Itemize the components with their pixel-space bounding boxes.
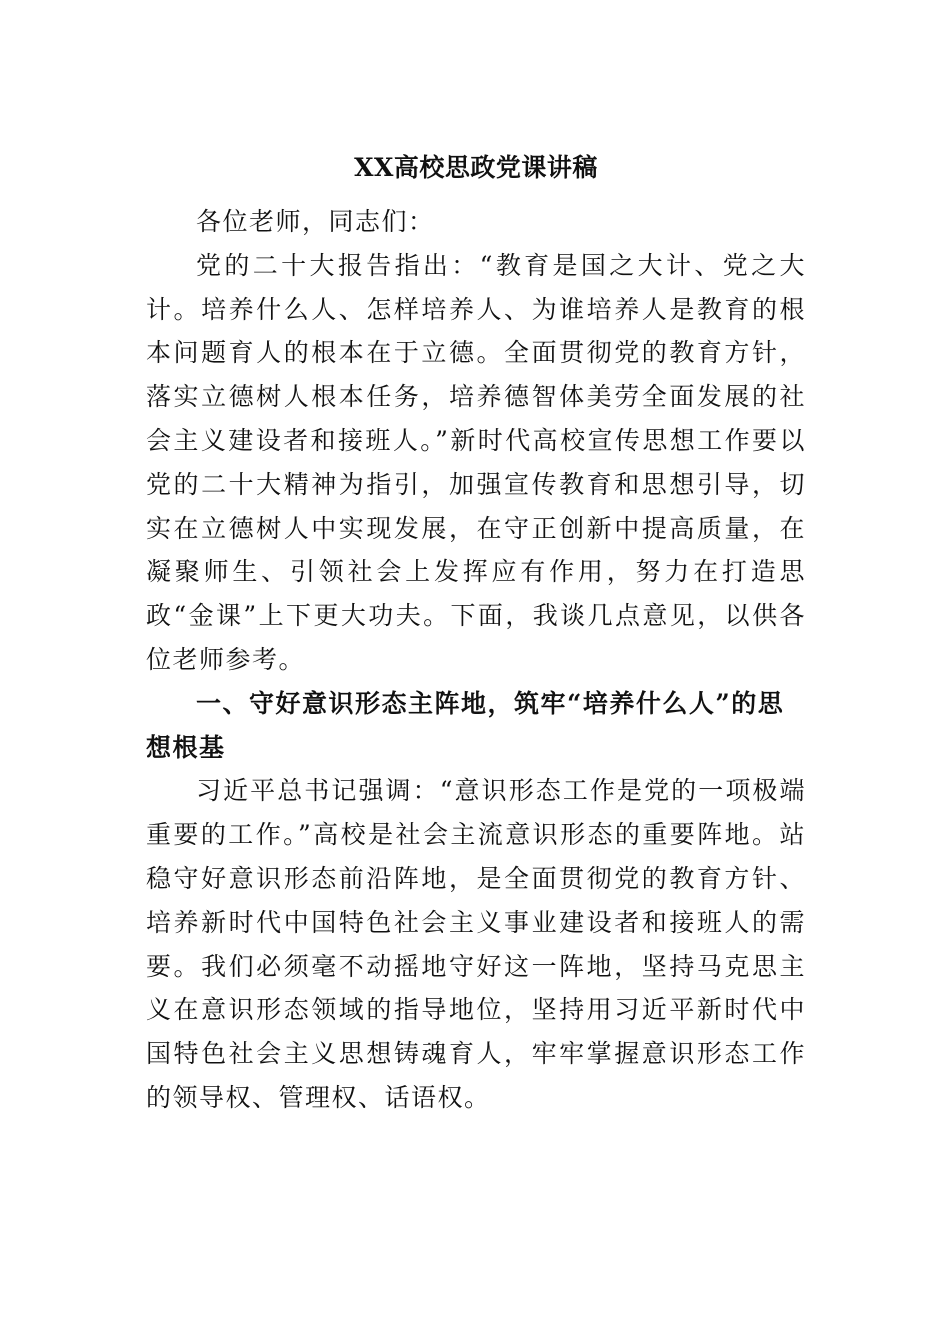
- salutation: 各位老师，同志们：: [196, 207, 435, 236]
- intro-paragraph: 党的二十大报告指出：“教育是国之大计、党之大计。培养什么人、怎样培养人、为谁培养人是教育的根本问题育人的根本在于立德。全面贯彻党的教育方针，落实立德树人根本任务，培养德智体美劳全面发展的社会主义建设者和接班人。”新时代高校宣传思想工作要以党的二十大精神为指引，加强宣传教育和思想引导，切实在立德树人中实现发展，在守正创新中提高质量，在凝聚师生、引领社会上发挥应有作用，努力在打造思政“金课”上下更大功夫。下面，我谈几点意见，以供各位老师参考。: [146, 250, 806, 674]
- document-body: [146, 146, 806, 1120]
- section-paragraph: 习近平总书记强调：“意识形态工作是党的一项极端重要的工作。”高校是社会主流意识形态的重要阵地。站稳守好意识形态前沿阵地，是全面贯彻党的教育方针、培养新时代中国特色社会主义事业建设者和接班人的需要。我们必须毫不动摇地守好这一阵地，坚持马克思主义在意识形态领域的指导地位，坚持用习近平新时代中国特色社会主义思想铸魂育人，牢牢掌握意识形态工作的领导权、管理权、话语权。: [146, 776, 806, 1112]
- section-heading: 一、守好意识形态主阵地，筑牢“培养什么人”的思想根基: [146, 688, 785, 762]
- document-title: XX高校思政党课讲稿: [354, 153, 598, 182]
